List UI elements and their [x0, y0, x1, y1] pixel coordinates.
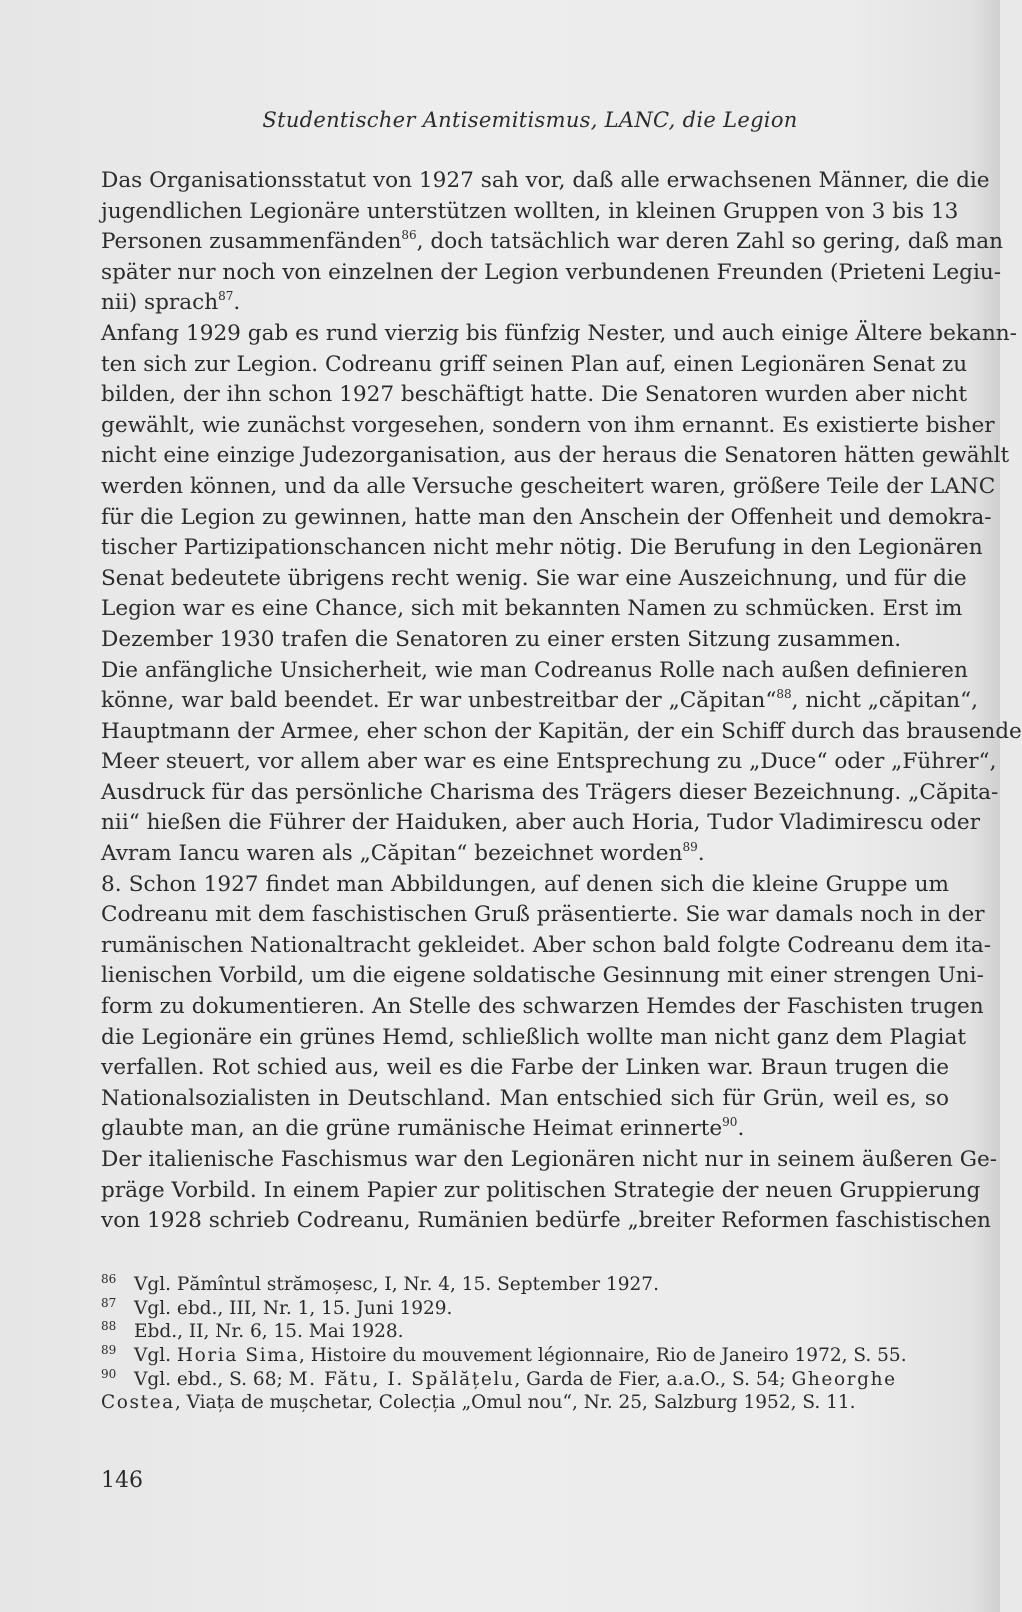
footnotes — [101, 1273, 949, 1415]
text-line-content: Nationalsozialisten in Deutschland. Man entschied sich für Grün, weil es, so — [101, 1085, 949, 1111]
footnote-author: M. Fătu, I. Spălățelu — [288, 1368, 515, 1390]
text-line-content: Der italienische Faschismus war den Legionären nicht nur in seinem äußeren Ge- — [101, 1147, 998, 1172]
text-line — [101, 258, 1002, 289]
text-line-content: nii) sprach — [101, 290, 219, 316]
footnote-text: , Histoire du mouvement légionnaire, Rio de Janeiro 1972, S. 55. — [299, 1345, 907, 1367]
text-line-content: Das Organisationsstatut von 1927 sah vor, daß alle erwachsenen Männer, die die — [101, 168, 990, 193]
text-line-content: später nur noch von einzelnen der Legion verbundenen Freunden (Prieteni Legiu- — [101, 259, 1002, 285]
text-line — [101, 503, 992, 534]
footnote-ref: 88 — [776, 687, 792, 702]
text-line — [101, 1053, 949, 1084]
footnote-text: , Garda de Fier, a.a.O., S. 54; — [514, 1368, 792, 1390]
footnote-author: Horia Sima — [176, 1345, 299, 1367]
text-line-content: bilden, der ihn schon 1927 beschäftigt hatte. Die Senatoren wurden aber nicht — [101, 382, 968, 408]
text-line — [101, 900, 985, 931]
text-line — [101, 380, 968, 411]
text-line-content: Legion war es eine Chance, sich mit bekannten Namen zu schmücken. Erst im — [101, 596, 963, 622]
text-line-content: die Legionäre ein grünes Hemd, schließlich wollte man nicht ganz dem Plagiat — [101, 1024, 966, 1050]
footnote: 89 Vgl. Horia Sima, Histoire du mouvement légionnaire, Rio de Janeiro 1972, S. 55. — [101, 1343, 907, 1367]
footnote-ref: 86 — [401, 228, 417, 243]
text-line — [101, 319, 1017, 350]
footnote-text: Ebd., II, Nr. 6, 15. Mai 1928. — [134, 1321, 404, 1343]
body-text — [101, 166, 1022, 1237]
text-line-content: Ausdruck für das persönliche Charisma des Trägers dieser Bezeichnung. „Căpita- — [101, 779, 999, 805]
footnote-ref: 89 — [682, 840, 698, 855]
text-line-content: lienischen Vorbild, um die eigene soldatische Gesinnung mit einer strengen Uni- — [101, 963, 984, 989]
text-line-content: . — [737, 1116, 745, 1142]
footnote-ref: 90 — [722, 1115, 738, 1130]
footnote-text: Vgl. Pămîntul strămoșesc, I, Nr. 4, 15. September 1927. — [134, 1274, 659, 1295]
text-line — [101, 656, 968, 687]
text-line-content: tischer Partizipationschancen nicht mehr nötig. Die Berufung in den Legionären — [101, 535, 983, 561]
text-line — [101, 350, 968, 381]
text-line-content: glaubte man, an die grüne rumänische Heimat erinnerte — [101, 1116, 723, 1142]
text-line-content: form zu dokumentieren. An Stelle des schwarzen Hemdes der Faschisten trugen — [101, 994, 984, 1020]
text-line — [101, 992, 984, 1023]
text-line-content: präge Vorbild. In einem Papier zur politischen Strategie der neuen Gruppierung — [101, 1177, 981, 1203]
footnote-author: Gheorghe — [791, 1368, 897, 1390]
text-line — [101, 931, 992, 962]
text-line — [101, 166, 990, 197]
text-line — [101, 1023, 966, 1054]
text-line — [101, 1114, 949, 1145]
text-line-content: 8. Schon 1927 findet man Abbildungen, auf denen sich die kleine Gruppe um — [101, 871, 949, 897]
text-line — [101, 717, 1022, 748]
footnote-text: , Viața de mușchetar, Colecția „Omul nou“, Nr. 25, Salzburg 1952, S. 11. — [174, 1392, 856, 1414]
footnote: 87 Vgl. ebd., III, Nr. 1, 15. Juni 1929. — [101, 1295, 453, 1319]
text-line — [101, 870, 949, 901]
text-line — [101, 227, 1003, 258]
text-line — [101, 747, 997, 778]
text-line — [101, 961, 984, 992]
text-line — [101, 472, 996, 503]
text-line-content: , nicht „căpitan“, — [791, 688, 978, 714]
text-line-content: verfallen. Rot schied aus, weil es die Farbe der Linken war. Braun trugen die — [101, 1055, 949, 1081]
text-line-content: Meer steuert, vor allem aber war es eine Entsprechung zu „Duce“ oder „Führer“, — [101, 749, 997, 775]
text-line-content: von 1928 schrieb Codreanu, Rumänien bedürfe „breiter Reformen faschistischen — [101, 1208, 991, 1234]
text-line — [101, 686, 978, 717]
text-line-content: nii“ hießen die Führer der Haiduken, aber auch Horia, Tudor Vladimirescu oder — [101, 810, 981, 836]
text-line — [101, 197, 959, 228]
text-line-content: Personen zusammenfänden — [101, 229, 402, 255]
text-line — [101, 1206, 991, 1237]
footnote-text: Vgl. ebd., III, Nr. 1, 15. Juni 1929. — [134, 1297, 453, 1319]
text-line-content: für die Legion zu gewinnen, hatte man den Anschein der Offenheit und demokra- — [101, 504, 992, 530]
text-line-content: könne, war bald beendet. Er war unbestreitbar der „Căpitan“ — [101, 688, 777, 714]
text-line — [101, 1176, 981, 1207]
text-line — [101, 533, 983, 564]
text-line-content: Hauptmann der Armee, eher schon der Kapitän, der ein Schiff durch das brausende — [101, 718, 1022, 744]
footnote-author: Costea — [101, 1392, 175, 1414]
page-number: 146 — [101, 1468, 143, 1493]
text-line-content: Anfang 1929 gab es rund vierzig bis fünfzig Nester, und auch einige Ältere bekann- — [101, 320, 1017, 346]
text-line-content: . — [697, 841, 705, 867]
text-line-content: Senat bedeutete übrigens recht wenig. Sie war eine Auszeichnung, und für die — [101, 565, 967, 591]
text-line-content: rumänischen Nationaltracht gekleidet. Aber schon bald folgte Codreanu dem ita- — [101, 932, 992, 958]
text-line-content: Avram Iancu waren als „Căpitan“ bezeichnet worden — [101, 841, 683, 867]
text-line — [101, 411, 995, 442]
footnote-continuation — [101, 1391, 949, 1415]
text-line-content: ten sich zur Legion. Codreanu griff seinen Plan auf, einen Legionären Senat zu — [101, 351, 968, 377]
footnote: 88 Ebd., II, Nr. 6, 15. Mai 1928. — [101, 1319, 404, 1343]
text-line-content: Codreanu mit dem faschistischen Gruß präsentierte. Sie war damals noch in der — [101, 902, 985, 928]
text-line — [101, 839, 949, 870]
text-line-content: . — [233, 290, 241, 316]
text-line-content: , doch tatsächlich war deren Zahl so gering, daß man — [416, 229, 1003, 255]
text-line-content: Dezember 1930 trafen die Senatoren zu einer ersten Sitzung zusammen. — [101, 626, 902, 652]
text-line — [101, 441, 1010, 472]
text-line — [101, 288, 949, 319]
text-line — [101, 778, 999, 809]
footnote-ref: 87 — [218, 289, 234, 304]
text-line-content: jugendlichen Legionäre unterstützen wollten, in kleinen Gruppen von 3 bis 13 — [101, 198, 959, 224]
text-line — [101, 625, 949, 656]
text-line — [101, 1145, 998, 1176]
footnote-text: Vgl. ebd., S. 68; — [134, 1368, 289, 1390]
text-line-content: gewählt, wie zunächst vorgesehen, sondern von ihm ernannt. Es existierte bisher — [101, 412, 995, 438]
text-line — [101, 1084, 949, 1115]
text-line — [101, 808, 981, 839]
footnote: 86 Vgl. Pămîntul strămoșesc, I, Nr. 4, 15. September 1927. — [101, 1272, 659, 1295]
text-line-content: Die anfängliche Unsicherheit, wie man Codreanus Rolle nach außen definieren — [101, 657, 968, 683]
text-line — [101, 594, 963, 625]
text-line-content: werden können, und da alle Versuche gescheitert waren, größere Teile der LANC — [101, 473, 996, 499]
footnote: 90 Vgl. ebd., S. 68; M. Fătu, I. Spălățelu, Garda de Fier, a.a.O., S. 54; Gheorghe — [101, 1366, 897, 1390]
text-line-content: nicht eine einzige Judezorganisation, aus der heraus die Senatoren hätten gewählt — [101, 443, 1010, 469]
running-head: Studentischer Antisemitismus, LANC, die Legion — [262, 108, 798, 132]
text-line — [101, 564, 967, 595]
footnote-text: Vgl. — [134, 1345, 177, 1367]
